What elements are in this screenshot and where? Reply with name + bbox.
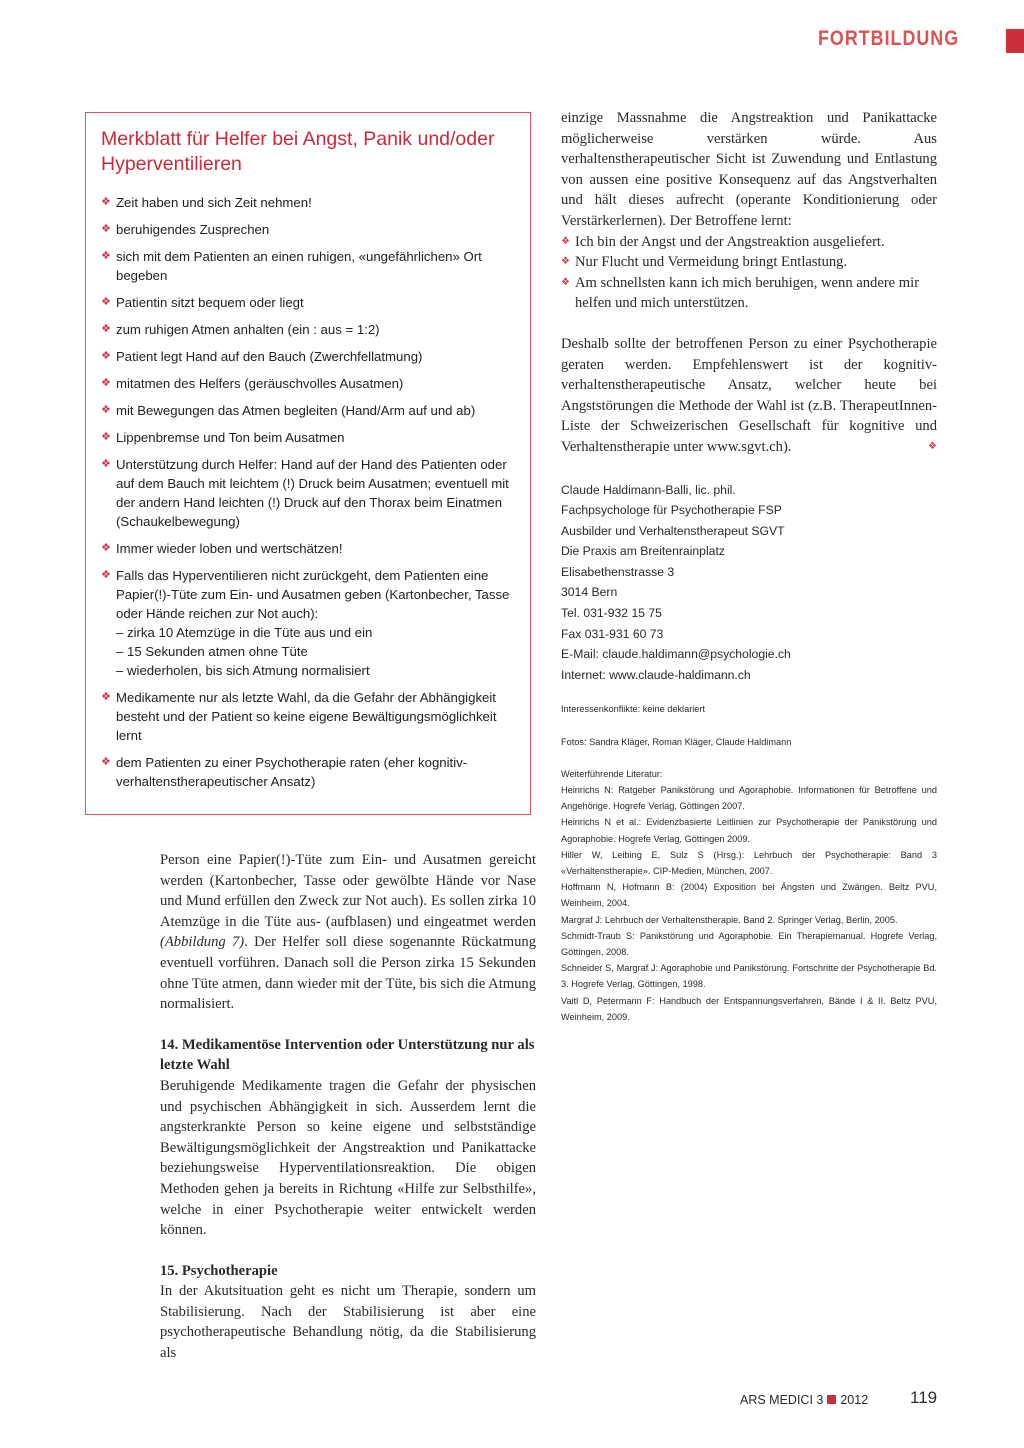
contact-line: 3014 Bern [561, 585, 618, 600]
diamond-bullet-icon: ❖ [101, 542, 111, 554]
literature-heading: Weiterführende Literatur: [561, 768, 663, 779]
contact-line: Tel. 031-932 15 75 [561, 606, 662, 621]
journal-year: 2012 [840, 1393, 869, 1407]
list-item: ❖ Nur Flucht und Vermeidung bringt Entlastung. [561, 252, 937, 273]
figure-reference: (Abbildung 7) [160, 934, 245, 951]
journal-name: ARS MEDICI 3 [740, 1393, 824, 1407]
contact-line: Fax 031-931 60 73 [561, 626, 664, 641]
footer [740, 1393, 868, 1407]
paragraph: Deshalb sollte der betroffenen Person zu einer Psychotherapie geraten werden. Empfehlenswert ist der kognitiv-verhaltenstherapeutische Ansatz, welcher heute bei Angststörungen die Methode der Wahl ist (z.B. TherapeutInnen-Liste der Schweizerischen Gesellschaft für kognitive und Verhaltenstherapie unter www.sgvt.ch). ❖ [561, 334, 937, 458]
merkblatt-item: ❖ mitatmen des Helfers (geräuschvolles Ausatmen) [101, 376, 404, 391]
section-label: FORTBILDUNG [818, 27, 960, 50]
paragraph: einzige Massnahme die Angstreaktion und Panikattacke möglicherweise verstärken würde. Aus verhaltenstherapeutischer Sicht ist Zuwendung und Entlastung von aussen eine positive Konsequenz auf das Angstverhalten und hält dieses aufrecht (operante Konditionierung oder Verstärkerlernen). Der Betroffene lernt: [561, 110, 937, 229]
diamond-bullet-icon: ❖ [101, 691, 111, 703]
merkblatt-item: ❖ sich mit dem Patienten an einen ruhigen, «ungefährlichen» Ort begeben [101, 249, 482, 283]
literature [561, 766, 937, 1025]
list-item: ❖ Am schnellsten kann ich mich beruhigen, wenn andere mir helfen und mich unterstützen. [561, 274, 920, 312]
diamond-bullet-icon: ❖ [101, 569, 111, 581]
contact-line: Die Praxis am Breitenrainplatz [561, 544, 725, 559]
photo-credits: Fotos: Sandra Kläger, Roman Kläger, Claude Haldimann [561, 736, 792, 747]
conflicts-of-interest: Interessenkonflikte: keine deklariert [561, 704, 706, 715]
contact-line: Fachpsychologe für Psychotherapie FSP [561, 503, 782, 518]
merkblatt-list [101, 193, 512, 791]
contact-line: Ausbilder und Verhaltenstherapeut SGVT [561, 523, 785, 538]
paragraph: Beruhigende Medikamente tragen die Gefahr der physischen und psychischen Abhängigkeit in sich. Ausserdem lernt die angsterkrankte Person so keine eigene und selbstständige Bewältigungsmöglichkeit der Angstreaktion und Panikattacke beziehungsweise Hyperventilationsreaktion. Die obigen Methoden gehen ja bereits in Richtung «Hilfe zur Selbsthilfe», welche in einer Psychotherapie weiter entwickelt werden können. [160, 1077, 536, 1239]
merkblatt-item: ❖ Lippenbremse und Ton beim Ausatmen [101, 430, 345, 445]
contact-line: Internet: www.claude-haldimann.ch [561, 667, 751, 682]
diamond-bullet-icon: ❖ [561, 235, 570, 247]
page-number: 119 [910, 1388, 938, 1407]
merkblatt-subitem: – 15 Sekunden atmen ohne Tüte [116, 644, 308, 659]
merkblatt-subitem: – zirka 10 Atemzüge in die Tüte aus und ein [116, 625, 373, 640]
diamond-bullet-icon: ❖ [561, 276, 570, 288]
merkblatt-item: ❖ Medikamente nur als letzte Wahl, da die Gefahr der Abhängigkeit besteht und der Patient so keine eigene Bewältigungsmöglichkeit lernt [101, 690, 497, 743]
paragraph: Person eine Papier(!)-Tüte zum Ein- und Ausatmen gereicht werden (Kartonbecher, Tasse oder gewölbte Hände vor Nase und Mund erfüllen den Zweck zur Not auch). Es sollen zirka 10 Atemzüge in die Tüte aus- (aufblasen) und eingeatmet werden (Abbildung 7). Der Helfer soll diese sogenannte Rückatmung eventuell vorführen. Danach soll die Person zirka 15 Sekunden ohne Tüte atmen, dann wieder mit der Tüte, bis sich die Atmung normalisiert. [160, 852, 536, 1013]
diamond-bullet-icon: ❖ [101, 404, 111, 416]
literature-entry: Heinrichs N et al.: Evidenzbasierte Leitlinien zur Psychotherapie der Panikstörung und Agoraphobie. Hogrefe Verlag, Göttingen 2009. [561, 817, 937, 844]
diamond-bullet-icon: ❖ [101, 377, 111, 389]
literature-entry: Vaitl D, Petermann F: Handbuch der Entspannungsverfahren, Bände I & II. Beltz PVU, Weinheim, 2009. [561, 995, 937, 1022]
merkblatt-item: ❖ Falls das Hyperventilieren nicht zurückgeht, dem Patienten eine Papier(!)-Tüte zum Ein- und Ausatmen geben (Kartonbecher, Tasse oder Hände reichen zur Not auch): – zirka 10 Atemzüge in die Tüte aus und ein – 15 Sekunden atmen ohne Tüte – wiederholen, bis sich Atmung normalisiert [101, 566, 512, 680]
footer-square-icon [827, 1395, 836, 1404]
merkblatt-item: ❖ beruhigendes Zusprechen [101, 222, 270, 237]
diamond-bullet-icon: ❖ [101, 250, 111, 262]
merkblatt-box [85, 112, 531, 815]
diamond-bullet-icon: ❖ [561, 256, 570, 268]
diamond-bullet-icon: ❖ [101, 431, 111, 443]
diamond-bullet-icon: ❖ [101, 223, 111, 235]
literature-entry: Margraf J: Lehrbuch der Verhaltenstherapie. Band 2. Springer Verlag, Berlin, 2005. [561, 914, 898, 925]
end-of-article-icon: ❖ [928, 440, 937, 452]
section-heading-14: 14. Medikamentöse Intervention oder Unterstützung nur als letzte Wahl [160, 1036, 535, 1074]
merkblatt-item: ❖ Patient legt Hand auf den Bauch (Zwerchfellatmung) [101, 349, 423, 364]
merkblatt-subitem: – wiederholen, bis sich Atmung normalisiert [116, 663, 370, 678]
diamond-bullet-icon: ❖ [101, 458, 111, 470]
paragraph: In der Akutsituation geht es nicht um Therapie, sondern um Stabilisierung. Nach der Stabilisierung ist aber eine psychotherapeutische Behandlung nötig, da die Stabilisierung als [160, 1283, 536, 1362]
merkblatt-title: Merkblatt für Helfer bei Angst, Panik und/oder Hyperventilieren [101, 128, 495, 175]
merkblatt-item: ❖ Zeit haben und sich Zeit nehmen! [101, 195, 312, 210]
section-heading-15: 15. Psychotherapie [160, 1262, 278, 1279]
merkblatt-item: ❖ Patientin sitzt bequem oder liegt [101, 295, 304, 310]
contact-line: E-Mail: claude.haldimann@psychologie.ch [561, 647, 791, 662]
diamond-bullet-icon: ❖ [101, 296, 111, 308]
diamond-bullet-icon: ❖ [101, 323, 111, 335]
merkblatt-item: ❖ mit Bewegungen das Atmen begleiten (Hand/Arm auf und ab) [101, 403, 476, 418]
diamond-bullet-icon: ❖ [101, 196, 111, 208]
list-item: ❖ Ich bin der Angst und der Angstreaktion ausgeliefert. [561, 232, 937, 253]
author-contact [561, 480, 937, 686]
diamond-bullet-icon: ❖ [101, 756, 111, 768]
literature-entry: Schneider S, Margraf J: Agoraphobie und Panikstörung. Fortschritte der Psychotherapie Bd. 3. Hogrefe Verlag, Göttingen, 1998. [561, 963, 937, 990]
diamond-bullet-icon: ❖ [101, 350, 111, 362]
left-column [160, 850, 536, 1364]
literature-entry: Hoffmann N, Hofmann B: (2004) Exposition bei Ängsten und Zwängen. Beltz PVU, Weinheim, 2004. [561, 882, 937, 909]
contact-line: Claude Haldimann-Balli, lic. phil. [561, 482, 736, 497]
merkblatt-item: ❖ Unterstützung durch Helfer: Hand auf der Hand des Patienten oder auf dem Bauch mit leichtem (!) Druck beim Ausatmen; eventuell mit der andern Hand leichten (!) Druck auf den Thorax beim Einatmen (Schaukelbewegung) [101, 457, 509, 529]
merkblatt-item: ❖ Immer wieder loben und wertschätzen! [101, 541, 343, 556]
learned-beliefs-list [561, 232, 937, 314]
literature-entry: Schmidt-Traub S: Panikstörung und Agoraphobie. Ein Therapiemanual. Hogrefe Verlag, Göttingen, 2008. [561, 930, 937, 958]
section-marker [1006, 29, 1024, 53]
literature-entry: Heinrichs N: Ratgeber Panikstörung und Agoraphobie. Informationen für Betroffene und Angehörige. Hogrefe Verlag, Göttingen 2007. [561, 785, 937, 812]
merkblatt-item: ❖ zum ruhigen Atmen anhalten (ein : aus = 1:2) [101, 322, 380, 337]
contact-line: Elisabethenstrasse 3 [561, 564, 675, 579]
merkblatt-item: ❖ dem Patienten zu einer Psychotherapie raten (eher kognitiv-verhaltenstherapeutischer Ansatz) [101, 755, 468, 789]
right-column [561, 108, 937, 1025]
literature-entry: Hiller W, Leibing E, Sulz S (Hrsg.): Lehrbuch der Psychotherapie: Band 3 «Verhaltenstherapie». CIP-Medien, München, 2007. [561, 849, 937, 877]
